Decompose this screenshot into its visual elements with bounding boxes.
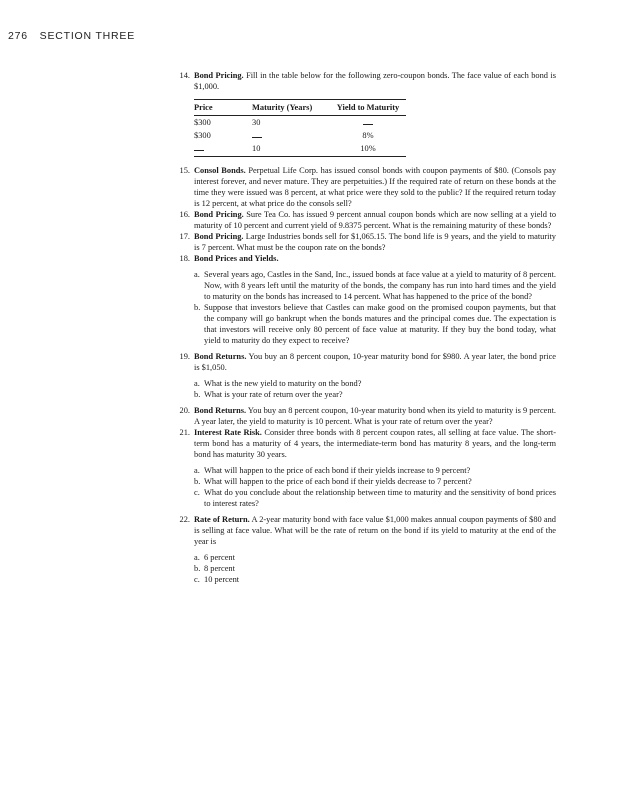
problem-text: Perpetual Life Corp. has issued consol bonds with coupon payments of $80. (Consols pay interest forever, and never mature. They are perpetuities.) If the required rate of return on these bonds at the time they were issued was 8 percent, at what price were they sold to the public? If the required return today is 12 percent, at what price do the consols sell? bbox=[194, 166, 557, 208]
running-head bbox=[8, 30, 135, 42]
subquestion-text: What is your rate of return over the year? bbox=[204, 390, 343, 399]
problem-number: 22. bbox=[179, 515, 190, 524]
subquestion-text: What do you conclude about the relationship between time to maturity and the sensitivity of bond prices to interest rates? bbox=[204, 488, 556, 508]
problem-text: Large Industries bonds sell for $1,065.15. The bond life is 9 years, and the yield to maturity is 7 percent. What must be the coupon rate on the bonds? bbox=[194, 232, 556, 252]
table-row bbox=[194, 142, 406, 157]
problem-number: 15. bbox=[179, 166, 190, 175]
problem-19 bbox=[170, 351, 556, 400]
subquestion-b bbox=[194, 563, 556, 574]
subquestion-a bbox=[194, 269, 556, 302]
problem-text: You buy an 8 percent coupon, 10-year maturity bond for $980. A year later, the bond price is $1,050. bbox=[194, 352, 557, 372]
problem-20 bbox=[170, 405, 556, 427]
subquestion-text: 10 percent bbox=[204, 575, 240, 584]
cell-maturity: 30 bbox=[252, 118, 261, 127]
problem-title: Bond Returns. bbox=[194, 352, 247, 361]
answer-blank bbox=[194, 144, 204, 151]
table-header-row bbox=[194, 100, 406, 116]
subquestion-c bbox=[194, 574, 556, 585]
subquestion-b bbox=[194, 476, 556, 487]
problem-text: You buy an 8 percent coupon, 10-year maturity bond when its yield to maturity is 9 percent. A year later, the yield to maturity is 10 percent. What is your rate of return over the year? bbox=[194, 406, 557, 426]
section-title: SECTION THREE bbox=[39, 30, 136, 42]
problem-21 bbox=[170, 427, 556, 509]
problem-title: Interest Rate Risk. bbox=[194, 428, 262, 437]
cell-ytm: 10% bbox=[330, 142, 406, 157]
subquestion-a bbox=[194, 465, 556, 476]
cell-price: $300 bbox=[194, 118, 211, 127]
col-header-maturity: Maturity (Years) bbox=[252, 100, 330, 116]
subquestion-c bbox=[194, 487, 556, 509]
problem-18 bbox=[170, 253, 556, 346]
problem-22 bbox=[170, 514, 556, 585]
answer-blank bbox=[363, 118, 373, 125]
problem-text: Sure Tea Co. has issued 9 percent annual coupon bonds which are now selling at a yield to maturity of 10 percent and current yield of 9.8375 percent. What is the remaining maturity of these bonds? bbox=[194, 210, 557, 230]
subquestion-a bbox=[194, 552, 556, 563]
problem-number: 19. bbox=[179, 352, 190, 361]
subquestion-text: 6 percent bbox=[204, 553, 235, 562]
subquestion-b bbox=[194, 389, 556, 400]
subquestion-list bbox=[194, 552, 556, 585]
problem-title: Bond Prices and Yields. bbox=[194, 254, 279, 263]
subquestion-label: b. bbox=[194, 390, 201, 399]
subquestion-a bbox=[194, 378, 556, 389]
col-header-price: Price bbox=[194, 100, 252, 116]
subquestion-text: What will happen to the price of each bond if their yields increase to 9 percent? bbox=[204, 466, 471, 475]
subquestion-b bbox=[194, 302, 556, 346]
problem-title: Bond Pricing. bbox=[194, 210, 244, 219]
subquestion-label: b. bbox=[194, 303, 201, 312]
cell-maturity-blank bbox=[252, 129, 330, 142]
subquestion-label: c. bbox=[194, 488, 200, 497]
page-number: 276 bbox=[8, 30, 28, 42]
problem-17 bbox=[170, 231, 556, 253]
subquestion-text: What will happen to the price of each bond if their yields decrease to 7 percent? bbox=[204, 477, 472, 486]
subquestion-label: a. bbox=[194, 466, 200, 475]
subquestion-list bbox=[194, 378, 556, 400]
problem-number: 14. bbox=[179, 71, 190, 80]
subquestion-text: What is the new yield to maturity on the bond? bbox=[204, 379, 362, 388]
problem-list bbox=[170, 70, 556, 590]
table-row bbox=[194, 129, 406, 142]
subquestion-text: 8 percent bbox=[204, 564, 235, 573]
problem-text: Fill in the table below for the following zero-coupon bonds. The face value of each bond is $1,000. bbox=[194, 71, 557, 91]
subquestion-text: Several years ago, Castles in the Sand, Inc., issued bonds at face value at a yield to maturity of 8 percent. Now, with 8 years left until the maturity of the bonds, the company has run into hard times and the yield to maturity on the bonds has increased to 14 percent. What has happened to the price of the bond? bbox=[204, 270, 556, 301]
problem-15 bbox=[170, 165, 556, 209]
subquestion-list bbox=[194, 269, 556, 346]
problem-title: Bond Pricing. bbox=[194, 232, 244, 241]
subquestion-list bbox=[194, 465, 556, 509]
table-row bbox=[194, 116, 406, 130]
cell-price: $300 bbox=[194, 131, 211, 140]
problem-title: Rate of Return. bbox=[194, 515, 250, 524]
subquestion-label: b. bbox=[194, 564, 201, 573]
problem-14 bbox=[170, 70, 556, 157]
problem-number: 18. bbox=[179, 254, 190, 263]
cell-maturity: 10 bbox=[252, 142, 330, 157]
subquestion-label: a. bbox=[194, 553, 200, 562]
answer-blank bbox=[252, 131, 262, 138]
problem-text: A 2-year maturity bond with face value $1,000 makes annual coupon payments of $80 and is selling at face value. What will be the rate of return on the bond if its yield to maturity at the end of the year is bbox=[194, 515, 556, 546]
subquestion-label: b. bbox=[194, 477, 201, 486]
cell-price-blank bbox=[194, 142, 252, 157]
col-header-ytm: Yield to Maturity bbox=[330, 100, 406, 116]
cell-ytm: 8% bbox=[362, 131, 374, 140]
subquestion-label: a. bbox=[194, 379, 200, 388]
problem-title: Bond Returns. bbox=[194, 406, 247, 415]
problem-text: Consider three bonds with 8 percent coupon rates, all selling at face value. The short-term bond has a maturity of 4 years, the intermediate-term bond has maturity 8 years, and the long-term bond has maturity 30 years. bbox=[194, 428, 556, 459]
problem-number: 21. bbox=[179, 428, 190, 437]
problem-number: 17. bbox=[179, 232, 190, 241]
subquestion-label: a. bbox=[194, 270, 200, 279]
problem-number: 20. bbox=[179, 406, 190, 415]
cell-ytm-blank bbox=[330, 116, 406, 130]
subquestion-text: Suppose that investors believe that Castles can make good on the promised coupon payments, but that the company will go bankrupt when the bonds matures and the principal comes due. The expectation is that investors will receive only 80 percent of face value at maturity. If they buy the bond today, what yield to maturity do they expect to receive? bbox=[204, 303, 556, 345]
problem-title: Bond Pricing. bbox=[194, 71, 244, 80]
problem-title: Consol Bonds. bbox=[194, 166, 246, 175]
subquestion-label: c. bbox=[194, 575, 200, 584]
problem-number: 16. bbox=[179, 210, 190, 219]
problem-16 bbox=[170, 209, 556, 231]
zero-coupon-table bbox=[194, 99, 406, 157]
